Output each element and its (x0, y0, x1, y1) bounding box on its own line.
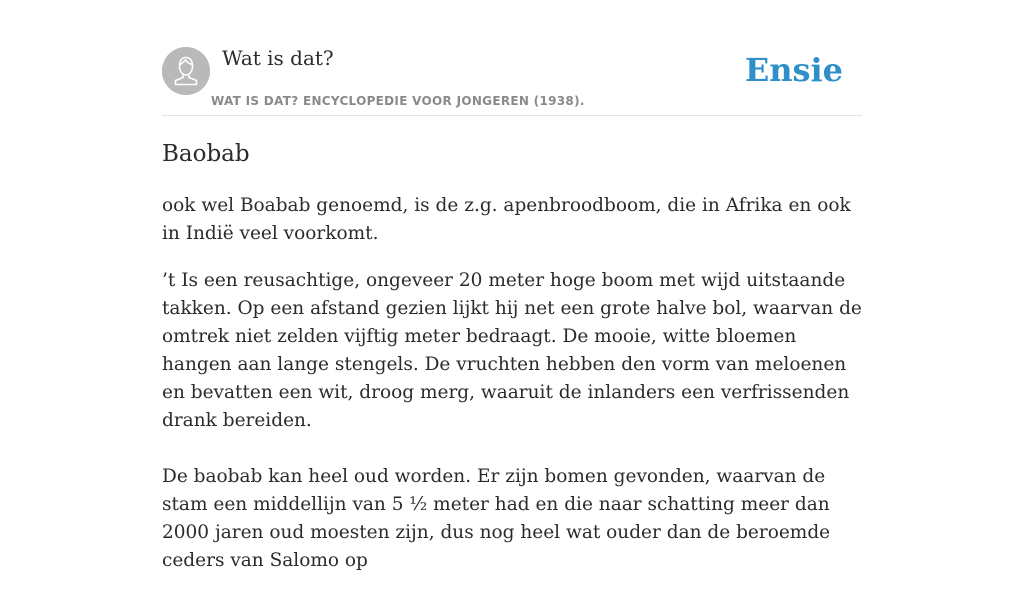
source-subtitle[interactable]: WAT IS DAT? ENCYCLOPEDIE VOOR JONGEREN (1938). (211, 94, 585, 108)
user-icon (162, 47, 210, 95)
article-paragraph: ook wel Boabab genoemd, is de z.g. apenbroodboom, die in Afrika en ook in Indië veel voorkomt. (162, 195, 851, 244)
source-title[interactable]: Wat is dat? (222, 46, 334, 70)
avatar[interactable] (162, 47, 210, 95)
article-title: Baobab (162, 141, 250, 167)
article-paragraph: ’t Is een reusachtige, ongeveer 20 meter hoge boom met wijd uitstaande takken. Op een afstand gezien lijkt hij net een grote halve bol, waarvan de omtrek niet zelden vijftig meter bedraagt. De mooie, witte bloemen hangen aan lange stengels. De vruchten hebben den vorm van meloenen en bevatten een wit, droog merg, waaruit de inlanders een verfrissenden drank bereiden. De baobab kan heel oud worden. Er zijn bomen gevonden, waarvan de stam een middellijn van 5 ½ meter had en die naar schatting meer dan 2000 jaren oud moesten zijn, dus nog heel wat ouder dan de beroemde ceders van Salomo op (162, 270, 862, 571)
brand-logo[interactable]: Ensie (744, 51, 843, 89)
source-header (162, 0, 862, 116)
page (162, 0, 862, 571)
article-body (162, 192, 862, 594)
